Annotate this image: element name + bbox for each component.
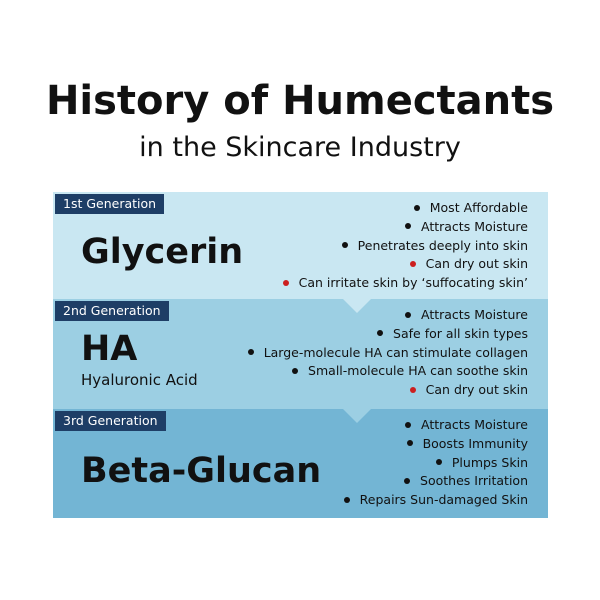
humectant-name: Beta-Glucan bbox=[81, 451, 322, 491]
bullet-icon bbox=[344, 497, 350, 503]
feature-text: Most Affordable bbox=[429, 200, 528, 215]
feature-text: Large-molecule HA can stimulate collagen bbox=[263, 344, 528, 360]
feature-text: Attracts Moisture bbox=[421, 218, 528, 234]
generation-badge: 3rd Generation bbox=[55, 411, 166, 431]
feature-text: Can dry out skin bbox=[425, 382, 528, 398]
feature-text: Can dry out skin bbox=[425, 256, 528, 272]
feature-text: Plumps Skin bbox=[451, 454, 528, 470]
bullet-icon bbox=[405, 422, 411, 428]
generation-panel-1 bbox=[53, 192, 548, 299]
feature-list bbox=[283, 199, 528, 293]
feature-item-positive bbox=[344, 454, 528, 473]
feature-item-positive bbox=[344, 416, 528, 435]
bullet-icon bbox=[436, 459, 442, 465]
bullet-icon bbox=[414, 205, 420, 211]
feature-item-positive bbox=[248, 306, 528, 325]
bullet-icon bbox=[377, 330, 383, 336]
feature-item-positive bbox=[248, 362, 528, 381]
red-bullet-icon bbox=[283, 280, 289, 286]
bullet-icon bbox=[405, 312, 411, 318]
generation-badge: 2nd Generation bbox=[55, 301, 169, 321]
panel-arrow bbox=[343, 409, 371, 423]
feature-item-positive bbox=[283, 218, 528, 237]
feature-text: Safe for all skin types bbox=[393, 325, 528, 341]
feature-text: Small-molecule HA can soothe skin bbox=[308, 363, 528, 379]
feature-item-positive bbox=[248, 344, 528, 363]
page-title: History of Humectants bbox=[45, 78, 555, 124]
generation-badge: 1st Generation bbox=[55, 194, 164, 214]
generation-panel-2 bbox=[53, 299, 548, 409]
page-subtitle: in the Skincare Industry bbox=[139, 132, 461, 163]
feature-item-negative bbox=[283, 274, 528, 293]
humectant-name: Glycerin bbox=[81, 232, 244, 272]
feature-text: Attracts Moisture bbox=[421, 307, 528, 322]
feature-list bbox=[344, 416, 528, 510]
feature-item-positive bbox=[283, 237, 528, 256]
feature-item-positive bbox=[283, 199, 528, 218]
feature-text: Soothes Irritation bbox=[420, 473, 528, 489]
feature-item-positive bbox=[344, 435, 528, 454]
feature-text: Boosts Immunity bbox=[422, 435, 528, 451]
feature-item-positive bbox=[248, 325, 528, 344]
feature-text: Attracts Moisture bbox=[421, 417, 528, 432]
bullet-icon bbox=[248, 349, 254, 355]
feature-item-positive bbox=[344, 491, 528, 510]
feature-text: Penetrates deeply into skin bbox=[357, 237, 528, 253]
feature-item-negative bbox=[248, 381, 528, 400]
feature-item-positive bbox=[344, 472, 528, 491]
bullet-icon bbox=[405, 223, 411, 229]
humectant-name: HA bbox=[81, 329, 138, 369]
bullet-icon bbox=[292, 368, 298, 374]
bullet-icon bbox=[407, 440, 413, 446]
feature-list bbox=[248, 306, 528, 400]
panel-arrow bbox=[343, 299, 371, 313]
feature-item-negative bbox=[283, 255, 528, 274]
humectant-full-name: Hyaluronic Acid bbox=[81, 371, 198, 389]
generation-panel-3 bbox=[53, 409, 548, 518]
red-bullet-icon bbox=[410, 387, 416, 393]
bullet-icon bbox=[342, 242, 348, 248]
bullet-icon bbox=[404, 478, 410, 484]
feature-text: Repairs Sun-damaged Skin bbox=[359, 492, 528, 508]
feature-text: Can irritate skin by ‘suffocating skin’ bbox=[298, 275, 528, 291]
red-bullet-icon bbox=[410, 261, 416, 267]
